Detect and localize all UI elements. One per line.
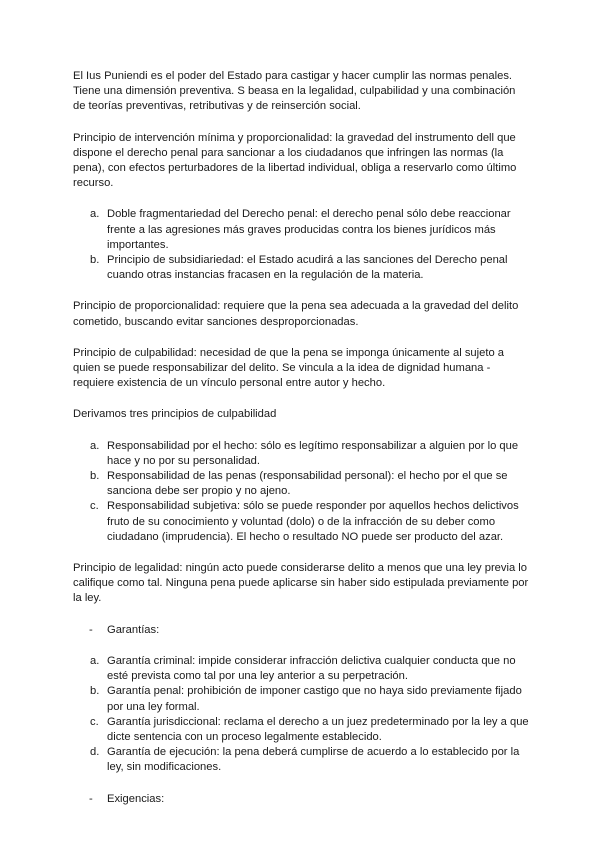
list-item-text: Responsabilidad de las penas (responsabilidad personal): el hecho por el que se sanciona debe ser propio y no ajeno. — [107, 470, 508, 498]
intervencion-paragraph: Principio de intervención mínima y proporcionalidad: la gravedad del instrumento dell que dispone el derecho penal para sancionar a los ciudadanos que infringen las normas (la pena), con efectos perturbadores de la libertad individual, obliga a reservarlo como último recurso. — [73, 131, 517, 190]
list-item-text: Principio de subsidiariedad: el Estado acudirá a las sanciones del Derecho penal cuando otras instancias fracasen en la regulación de la materia. — [107, 254, 508, 282]
list-marker: b. — [90, 254, 100, 267]
garantias-heading — [73, 623, 529, 638]
list-item — [73, 253, 529, 283]
legalidad-paragraph: Principio de legalidad: ningún acto puede considerarse delito a menos que una ley previa lo califique como tal. Ninguna pena puede aplicarse sin haber sido estipulada previamente por la ley. — [73, 562, 529, 605]
list-item — [73, 623, 529, 638]
list-item-text: Doble fragmentariedad del Derecho penal: el derecho penal sólo debe reaccionar frente a las agresiones más graves producidas contra los bienes jurídicos más importantes. — [107, 208, 511, 251]
list-item — [73, 684, 529, 714]
list-item-text: Garantías: — [107, 623, 160, 636]
exigencias-heading — [73, 792, 529, 807]
list-item — [73, 654, 529, 684]
culpabilidad-list — [73, 439, 529, 545]
list-item — [73, 499, 529, 545]
list-item-text: Garantía criminal: impide considerar infracción delictiva cualquier conducta que no esté prevista como tal por una ley anterior a su perpetración. — [107, 654, 516, 683]
list-marker: - — [89, 792, 93, 805]
list-item — [73, 792, 529, 807]
list-marker: c. — [90, 715, 99, 728]
list-marker: - — [89, 623, 93, 636]
garantias-list — [73, 654, 529, 776]
list-item — [73, 469, 529, 499]
list-item-text: Responsabilidad por el hecho: sólo es legítimo responsabilizar a alguien por lo que hace y no por su personalidad. — [107, 439, 519, 467]
list-item-text: Exigencias: — [107, 792, 165, 805]
list-marker: d. — [90, 746, 100, 759]
list-item — [73, 439, 529, 469]
culpabilidad-paragraph: Principio de culpabilidad: necesidad de que la pena se imponga únicamente al sujeto a quien se puede responsabilizar del delito. Se vincula a la idea de dignidad humana - requiere existencia de un vínculo personal entre autor y hecho. — [73, 346, 505, 390]
list-marker: b. — [90, 470, 100, 483]
list-item-text: Responsabilidad subjetiva: sólo se puede responder por aquellos hechos delictivos fruto de su conocimiento y voluntad (dolo) o de la infracción de su deber como ciudadano (imprudencia). El hecho o resultado NO puede ser producto del azar. — [107, 500, 519, 543]
derivamos-paragraph: Derivamos tres principios de culpabilidad — [73, 408, 277, 421]
list-marker: a. — [90, 208, 100, 221]
list-marker: a. — [90, 654, 100, 667]
list-item-text: Garantía de ejecución: la pena deberá cumplirse de acuerdo a lo establecido por la ley, sin modificaciones. — [107, 746, 520, 774]
intro-paragraph: El Ius Puniendi es el poder del Estado para castigar y hacer cumplir las normas penales. Tiene una dimensión preventiva. S beasa en la legalidad, culpabilidad y una combinación de teorías preventivas, retributivas y de reinserción social. — [73, 70, 516, 113]
list-item — [73, 207, 529, 253]
list-item — [73, 715, 529, 745]
list-marker: a. — [90, 439, 100, 452]
list-item-text: Garantía penal: prohibición de imponer castigo que no haya sido previamente fijado por una ley formal. — [107, 685, 522, 713]
intervencion-list — [73, 207, 529, 283]
proporcionalidad-paragraph: Principio de proporcionalidad: requiere que la pena sea adecuada a la gravedad del delito cometido, buscando evitar sanciones desproporcionadas. — [73, 300, 519, 328]
list-item — [73, 745, 529, 775]
document-page — [73, 69, 529, 807]
list-marker: b. — [90, 685, 100, 698]
list-marker: c. — [90, 500, 99, 513]
list-item-text: Garantía jurisdiccional: reclama el derecho a un juez predeterminado por la ley a que dicte sentencia con un proceso legalmente establecido. — [107, 715, 529, 743]
